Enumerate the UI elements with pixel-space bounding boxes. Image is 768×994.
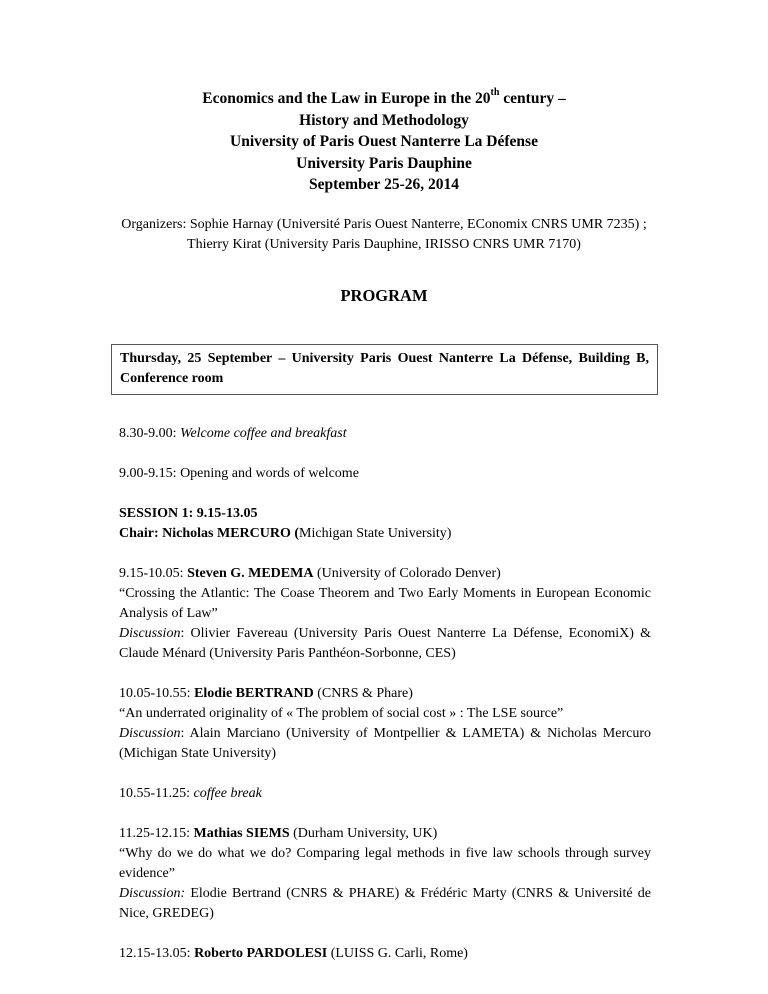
talk-header [119, 944, 651, 964]
organizers [100, 215, 668, 255]
talk-header [119, 564, 651, 584]
talk-header [119, 684, 651, 704]
talk-discussion [119, 724, 651, 764]
title-line-4: University Paris Dauphine [296, 154, 472, 172]
discussion-text: : Olivier Favereau (University Paris Ouest Nanterre La Défense, EconomiX) & Claude Ménard (University Paris Panthéon-Sorbonne, CES) [119, 626, 651, 661]
discussion-text: Elodie Bertrand (CNRS & PHARE) & Frédéric Marty (CNRS & Université de Nice, GREDEG) [119, 886, 651, 921]
speaker-name: Elodie BERTRAND [194, 686, 314, 701]
item-time: 9.00-9.15: [119, 466, 177, 481]
discussion-label: Discussion: [119, 886, 186, 901]
item-time: 8.30-9.00: [119, 426, 177, 441]
chair-affiliation: Michigan State University) [299, 526, 452, 541]
schedule [119, 424, 651, 984]
discussion-label: Discussion [119, 726, 181, 741]
program-heading: PROGRAM [340, 286, 428, 305]
talk-title: “Why do we do what we do? Comparing legal methods in five law schools through survey evidence” [119, 846, 651, 881]
talk-discussion [119, 624, 651, 664]
item-text: Welcome coffee and breakfast [180, 426, 347, 441]
talk-discussion [119, 884, 651, 924]
speaker-name: Roberto PARDOLESI [194, 946, 328, 961]
speaker-affiliation: (University of Colorado Denver) [316, 566, 501, 581]
schedule-item-talk-3 [119, 824, 651, 924]
discussion-text: : Alain Marciano (University of Montpellier & LAMETA) & Nicholas Mercuro (Michigan State University) [119, 726, 651, 761]
chair-label: Chair: Nicholas MERCURO ( [119, 526, 300, 541]
talk-title: “An underrated originality of « The problem of social cost » : The LSE source” [119, 706, 564, 721]
schedule-item-welcome [119, 424, 651, 444]
organizers-line-2: Thierry Kirat (University Paris Dauphine, IRISSO CNRS UMR 7170) [187, 237, 581, 252]
schedule-item-talk-1 [119, 564, 651, 664]
title-superscript: th [490, 86, 500, 98]
schedule-item-opening [119, 464, 651, 484]
speaker-name: Steven G. MEDEMA [187, 566, 314, 581]
session-title: SESSION 1: 9.15-13.05 [119, 506, 258, 521]
speaker-affiliation: (LUISS G. Carli, Rome) [330, 946, 468, 961]
schedule-item-break [119, 784, 651, 804]
discussion-label: Discussion [119, 626, 181, 641]
talk-header [119, 824, 651, 844]
title-line-2: History and Methodology [299, 111, 469, 129]
session-chair [119, 524, 651, 544]
schedule-item-talk-4 [119, 944, 651, 964]
speaker-affiliation: (CNRS & Phare) [317, 686, 413, 701]
document-title [100, 88, 668, 196]
item-time: 11.25-12.15: [119, 826, 191, 841]
organizers-line-1: Organizers: Sophie Harnay (Université Paris Ouest Nanterre, EConomix CNRS UMR 7235) ; [121, 217, 647, 232]
item-time: 9.15-10.05: [119, 566, 184, 581]
title-date: September 25-26, 2014 [309, 176, 459, 193]
title-text: Economics and the Law in Europe in the 20 [202, 90, 491, 107]
title-line-3: University of Paris Ouest Nanterre La Défense [230, 133, 538, 150]
session-1-header [119, 504, 651, 544]
day-header-box: Thursday, 25 September – University Paris Ouest Nanterre La Défense, Building B, Conference room [111, 344, 658, 395]
schedule-item-talk-2 [119, 684, 651, 764]
item-text: Opening and words of welcome [180, 466, 359, 481]
item-text: coffee break [193, 786, 262, 801]
item-time: 12.15-13.05: [119, 946, 191, 961]
title-text-end: century – [499, 90, 566, 107]
title-line-1 [100, 88, 668, 110]
item-time: 10.55-11.25: [119, 786, 191, 801]
item-time: 10.05-10.55: [119, 686, 191, 701]
speaker-affiliation: (Durham University, UK) [293, 826, 438, 841]
talk-title: “Crossing the Atlantic: The Coase Theorem and Two Early Moments in European Economic Analysis of Law” [119, 586, 651, 621]
speaker-name: Mathias SIEMS [193, 826, 290, 841]
